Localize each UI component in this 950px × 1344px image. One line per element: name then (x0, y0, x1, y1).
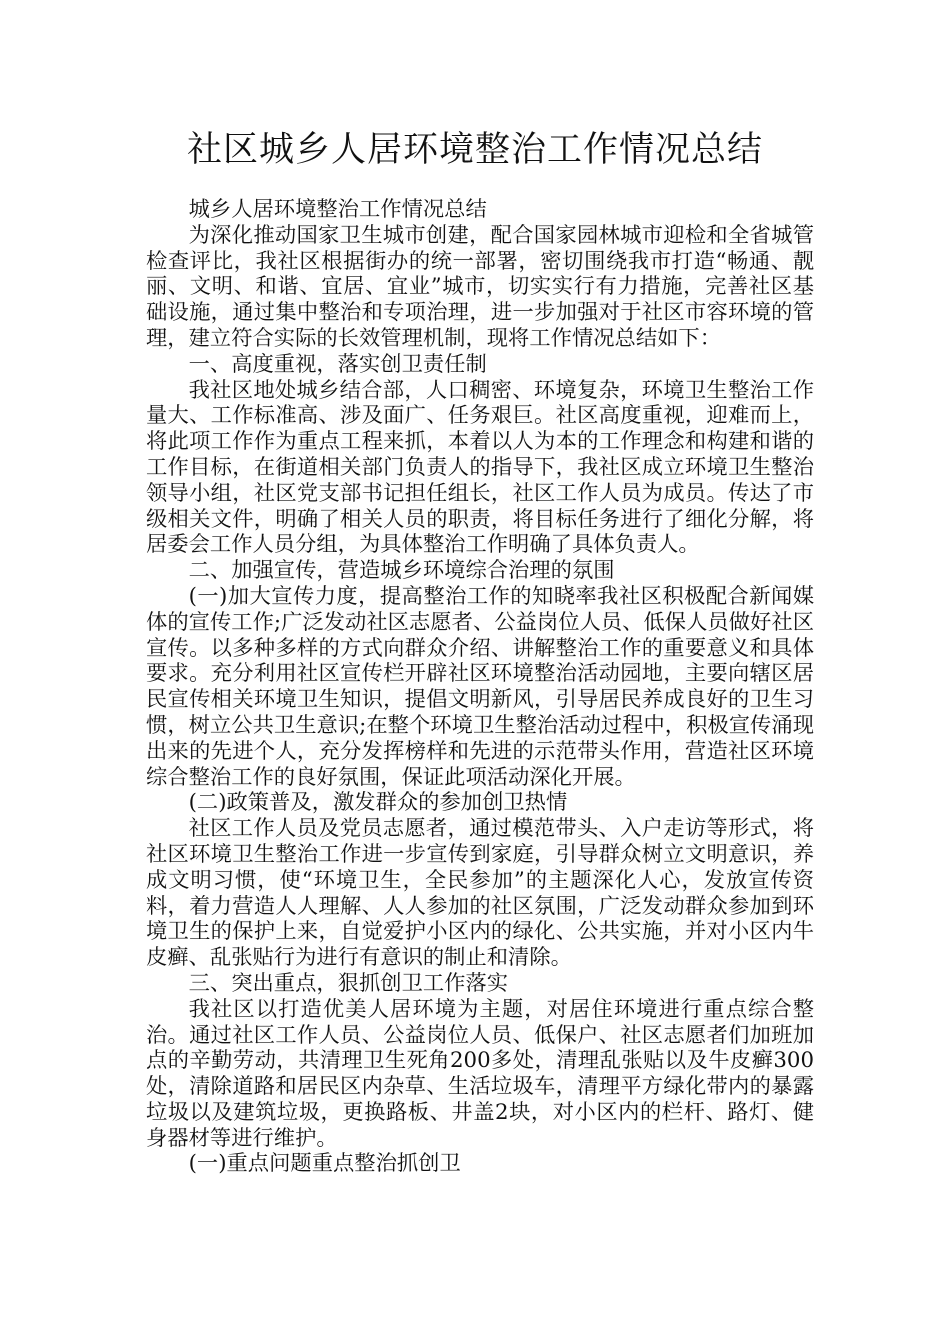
document-title: 社区城乡人居环境整治工作情况总结 (186, 130, 763, 170)
paragraph-section-1: 我社区地处城乡结合部，人口稠密、环境复杂，环境卫生整治工作量大、工作标准高、涉及面广、任务艰巨。社区高度重视，迎难而上，将此项工作作为重点工程来抓，本着以人为本的工作理念和构建和谐的工作目标，在街道相关部门负责人的指导下，我社区成立环境卫生整治领导小组，社区党支部书记担任组长，社区工作人员为成员。传达了市级相关文件，明确了相关人员的职责，将目标任务进行了细化分解，将居委会工作人员分组，为具体整治工作明确了具体负责人。 (146, 377, 814, 558)
paragraph-section-2-1: (一)加大宣传力度，提高整治工作的知晓率我社区积极配合新闻媒体的宣传工作;广泛发动社区志愿者、公益岗位人员、低保人员做好社区宣传。以多种多样的方式向群众介绍、讲解整治工作的重要意义和具体要求。充分利用社区宣传栏开辟社区环境整治活动园地，主要向辖区居民宣传相关环境卫生知识，提倡文明新风，引导居民养成良好的卫生习惯，树立公共卫生意识;在整个环境卫生整治活动过程中，积极宣传涌现出来的先进个人，充分发挥榜样和先进的示范带头作用，营造社区环境综合整治工作的良好氛围，保证此项活动深化开展。 (146, 583, 814, 790)
section-heading-1: 一、高度重视，落实创卫责任制 (188, 351, 487, 377)
subsection-heading-3-1: (一)重点问题重点整治抓创卫 (188, 1151, 461, 1177)
paragraph-subtitle: 城乡人居环境整治工作情况总结 (188, 197, 487, 222)
paragraph-intro: 为深化推动国家卫生城市创建，配合国家园林城市迎检和全省城管检查评比，我社区根据街办的统一部署，密切围绕我市打造“畅通、靓丽、文明、和谐、宜居、宜业”城市，切实实行有力措施，完善社区基础设施，通过集中整治和专项治理，进一步加强对于社区市容环境的管理，建立符合实际的长效管理机制，现将工作情况总结如下： (146, 222, 814, 351)
subsection-heading-2-2: (二)政策普及，激发群众的参加创卫热情 (188, 790, 568, 816)
paragraph-section-2-2: 社区工作人员及党员志愿者，通过模范带头、入户走访等形式，将社区环境卫生整治工作进一步宣传到家庭，引导群众树立文明意识，养成文明习惯，使“环境卫生，全民参加”的主题深化人心，发放宣传资料，着力营造人人理解、人人参加的社区氛围，广泛发动群众参加到环境卫生的保护上来，自觉爱护小区内的绿化、公共实施，并对小区内牛皮癣、乱张贴行为进行有意识的制止和清除。 (146, 816, 814, 971)
paragraph-section-3: 我社区以打造优美人居环境为主题，对居住环境进行重点综合整治。通过社区工作人员、公益岗位人员、低保户、社区志愿者们加班加点的辛勤劳动，共清理卫生死角200多处，清理乱张贴以及牛皮癣300处，清除道路和居民区内杂草、生活垃圾车，清理平方绿化带内的暴露垃圾以及建筑垃圾，更换路板、井盖2块，对小区内的栏杆、路灯、健身器材等进行维护。 (146, 996, 814, 1151)
section-heading-3: 三、突出重点，狠抓创卫工作落实 (188, 970, 509, 996)
document-body (146, 197, 814, 1177)
section-heading-2: 二、加强宣传，营造城乡环境综合治理的氛围 (188, 558, 615, 584)
